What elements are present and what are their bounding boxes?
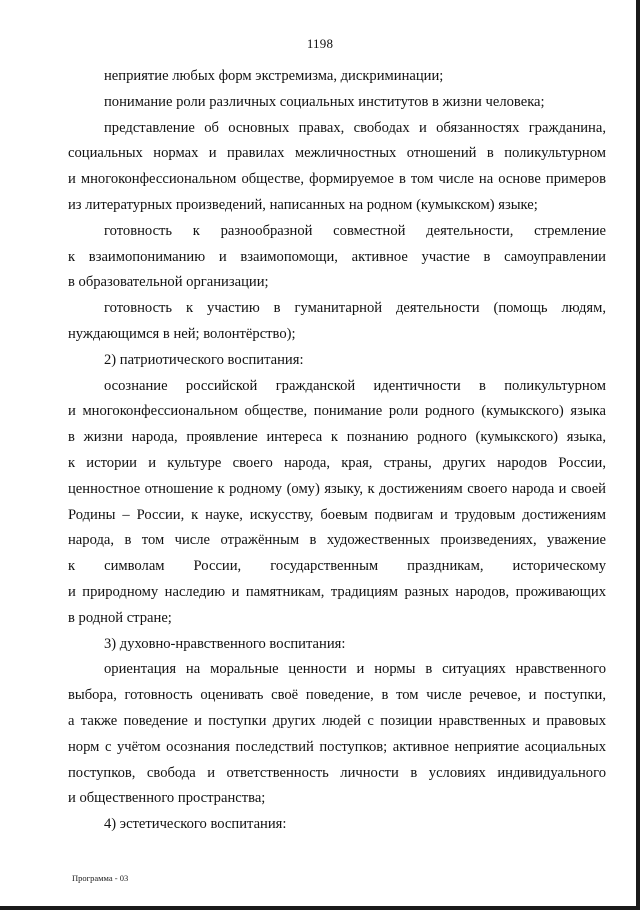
text-line: выбора, готовность оценивать своё поведение, в том числе речевое, и поступки, (68, 687, 606, 704)
section-heading: 2) патриотического воспитания: (104, 351, 304, 368)
text-line: к истории и культуре своего народа, края, страны, других народов России, (68, 454, 606, 471)
scan-edge-bottom (0, 906, 640, 910)
text-line: представление об основных правах, свободах и обязанностях гражданина, (104, 119, 606, 136)
text-line: нуждающимся в ней; волонтёрство); (68, 325, 296, 342)
text-line: и общественного пространства; (68, 790, 266, 807)
text-line: и многоконфессиональном обществе, формируемое в том числе на основе примеров (68, 171, 606, 188)
text-line: к взаимопониманию и взаимопомощи, активное участие в самоуправлении (68, 248, 606, 265)
text-line: в родной стране; (68, 609, 172, 626)
text-line: ориентация на моральные ценности и нормы в ситуациях нравственного (104, 661, 606, 678)
scan-edge-right (636, 0, 640, 910)
text-line: готовность к разнообразной совместной деятельности, стремление (104, 222, 606, 239)
text-line: неприятие любых форм экстремизма, дискриминации; (104, 68, 444, 84)
text-line: норм с учётом осознания последствий поступков; активное неприятие асоциальных (68, 738, 606, 755)
text-line: социальных нормах и правилах межличностных отношений в поликультурном (68, 145, 606, 162)
footer-label: Программа - 03 (72, 873, 129, 883)
text-line: осознание российской гражданской идентичности в поликультурном (104, 377, 606, 394)
text-line: из литературных произведений, написанных на родном (кумыкском) языке; (68, 196, 538, 213)
text-line: в образовательной организации; (68, 274, 269, 291)
text-line: понимание роли различных социальных институтов в жизни человека; (104, 93, 545, 110)
text-line: Родины – России, к науке, искусству, боевым подвигам и трудовым достижениям (68, 506, 606, 523)
text-line: и многоконфессиональном обществе, понимание роли родного (кумыкского) языка (68, 403, 606, 420)
section-heading: 4) эстетического воспитания: (104, 816, 287, 833)
text-line: а также поведение и поступки других людей с позиции нравственных и правовых (68, 712, 606, 729)
text-line: поступков, свобода и ответственность личности в условиях индивидуального (68, 764, 606, 781)
text-line: к символам России, государственным праздникам, историческому (68, 558, 606, 575)
text-line: ценностное отношение к родному (ому) языку, к достижениям своего народа и своей (68, 480, 606, 497)
text-line: и природному наследию и памятникам, традициям разных народов, проживающих (68, 583, 606, 600)
text-line: народа, в том числе отражённым в художественных произведениях, уважение (68, 532, 606, 549)
text-line: готовность к участию в гуманитарной деятельности (помощь людям, (104, 300, 606, 317)
text-line: в жизни народа, проявление интереса к познанию родного (кумыкского) языка, (68, 429, 606, 446)
document-body (68, 64, 606, 838)
page-number: 1198 (306, 36, 334, 51)
section-heading: 3) духовно-нравственного воспитания: (104, 635, 346, 652)
